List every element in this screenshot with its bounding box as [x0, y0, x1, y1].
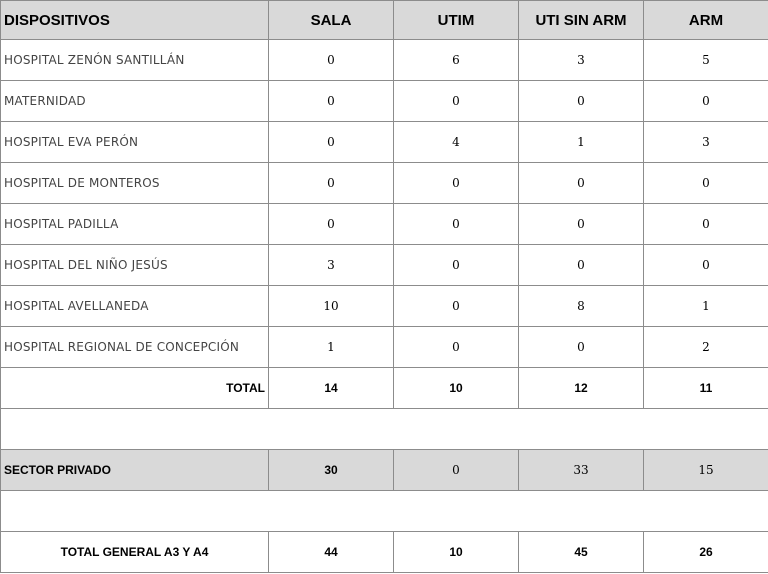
value-cell[interactable]: 0 [269, 122, 394, 163]
value-cell[interactable]: 0 [269, 40, 394, 81]
value-cell[interactable]: 0 [519, 163, 644, 204]
value-cell[interactable]: 1 [519, 122, 644, 163]
value-cell[interactable]: 1 [269, 327, 394, 368]
value-cell[interactable]: 3 [269, 245, 394, 286]
table-row [1, 81, 768, 122]
value-cell[interactable]: 0 [644, 245, 768, 286]
value-cell[interactable]: 0 [269, 204, 394, 245]
value-cell[interactable]: 0 [644, 81, 768, 122]
grand-total-label-cell[interactable]: TOTAL GENERAL A3 Y A4 [1, 532, 269, 573]
header-cell-sala[interactable]: SALA [269, 1, 394, 40]
value-cell[interactable]: 0 [269, 81, 394, 122]
value-cell[interactable]: 0 [394, 245, 519, 286]
value-cell[interactable]: 0 [394, 327, 519, 368]
header-label-cell[interactable]: DISPOSITIVOS [1, 1, 269, 40]
row-name-cell[interactable]: HOSPITAL REGIONAL DE CONCEPCIÓN [1, 327, 269, 368]
value-cell[interactable]: 0 [644, 204, 768, 245]
value-cell[interactable]: 8 [519, 286, 644, 327]
grand-total-value-cell[interactable]: 10 [394, 532, 519, 573]
value-cell[interactable]: 0 [394, 204, 519, 245]
value-cell[interactable]: 0 [394, 81, 519, 122]
value-cell[interactable]: 0 [519, 81, 644, 122]
value-cell[interactable]: 3 [519, 40, 644, 81]
table-row [1, 40, 768, 81]
table-row [1, 286, 768, 327]
value-cell[interactable]: 0 [644, 163, 768, 204]
value-cell[interactable]: 0 [519, 327, 644, 368]
private-sector-label-cell[interactable]: SECTOR PRIVADO [1, 450, 269, 491]
grand-total-value-cell[interactable]: 44 [269, 532, 394, 573]
table-row [1, 327, 768, 368]
total-value-cell[interactable]: 12 [519, 368, 644, 409]
value-cell[interactable]: 0 [519, 204, 644, 245]
value-cell[interactable]: 5 [644, 40, 768, 81]
table-row [1, 204, 768, 245]
value-cell[interactable]: 0 [269, 163, 394, 204]
total-value-cell[interactable]: 14 [269, 368, 394, 409]
empty-cell[interactable] [1, 491, 768, 532]
private-sector-value-cell[interactable]: 33 [519, 450, 644, 491]
total-label-cell[interactable]: TOTAL [1, 368, 269, 409]
table-row [1, 122, 768, 163]
header-cell-utim[interactable]: UTIM [394, 1, 519, 40]
total-value-cell[interactable]: 10 [394, 368, 519, 409]
empty-cell[interactable] [1, 409, 768, 450]
row-name-cell[interactable]: HOSPITAL DE MONTEROS [1, 163, 269, 204]
value-cell[interactable]: 0 [394, 163, 519, 204]
empty-row [1, 409, 768, 450]
header-cell-uti-sin-arm[interactable]: UTI SIN ARM [519, 1, 644, 40]
value-cell[interactable]: 6 [394, 40, 519, 81]
value-cell[interactable]: 10 [269, 286, 394, 327]
table-row [1, 245, 768, 286]
grand-total-value-cell[interactable]: 26 [644, 532, 768, 573]
row-name-cell[interactable]: MATERNIDAD [1, 81, 269, 122]
row-name-cell[interactable]: HOSPITAL AVELLANEDA [1, 286, 269, 327]
private-sector-value-cell[interactable]: 30 [269, 450, 394, 491]
value-cell[interactable]: 2 [644, 327, 768, 368]
header-cell-arm[interactable]: ARM [644, 1, 768, 40]
grand-total-row [1, 532, 768, 573]
row-name-cell[interactable]: HOSPITAL ZENÓN SANTILLÁN [1, 40, 269, 81]
table-row [1, 163, 768, 204]
total-value-cell[interactable]: 11 [644, 368, 768, 409]
total-row [1, 368, 768, 409]
row-name-cell[interactable]: HOSPITAL PADILLA [1, 204, 269, 245]
value-cell[interactable]: 1 [644, 286, 768, 327]
value-cell[interactable]: 3 [644, 122, 768, 163]
header-row [1, 1, 768, 40]
row-name-cell[interactable]: HOSPITAL DEL NIÑO JESÚS [1, 245, 269, 286]
private-sector-value-cell[interactable]: 15 [644, 450, 768, 491]
private-sector-value-cell[interactable]: 0 [394, 450, 519, 491]
row-name-cell[interactable]: HOSPITAL EVA PERÓN [1, 122, 269, 163]
grand-total-value-cell[interactable]: 45 [519, 532, 644, 573]
value-cell[interactable]: 0 [394, 286, 519, 327]
value-cell[interactable]: 4 [394, 122, 519, 163]
empty-row [1, 491, 768, 532]
value-cell[interactable]: 0 [519, 245, 644, 286]
private-sector-row [1, 450, 768, 491]
